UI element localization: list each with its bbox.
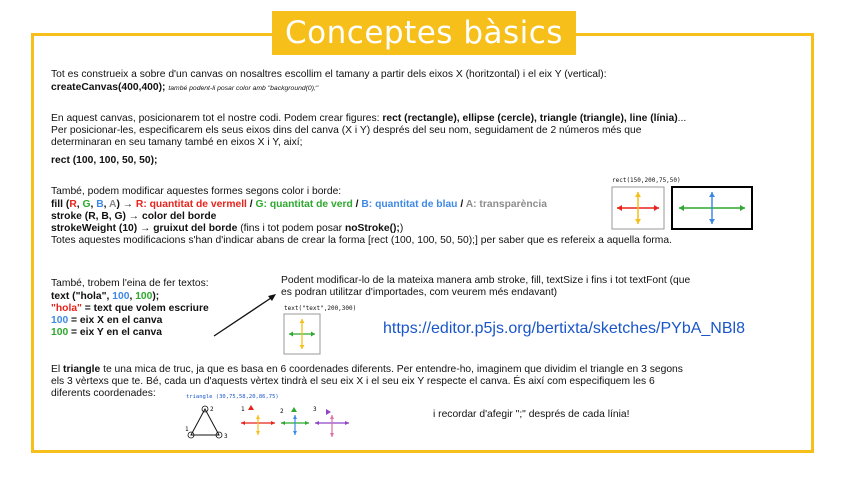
hola-desc-line	[51, 303, 209, 315]
rect-code-label	[612, 177, 681, 184]
rect-example-canvas	[611, 186, 754, 232]
paren-close: )	[399, 223, 404, 234]
x-value: 100	[51, 315, 69, 326]
hola-description: = text que volem escriure	[81, 303, 209, 314]
nostroke-code: noStroke();	[344, 223, 400, 234]
y-description: = eix Y en el canva	[68, 327, 162, 338]
shapes-intro-text: En aquest canvas, posicionarem tot el nostre codi. Podem crear figures:	[51, 113, 383, 124]
fill-prefix: fill (	[51, 199, 70, 210]
triangle-text-line-2: els 3 vèrtexs que te. Bé, cada un d'aquests vèrtex tindrà el seu eix X i el seu eix Y respecte el canva. És així com especifiquem les 6	[51, 376, 655, 387]
a-description: A: transparència	[465, 199, 547, 210]
triangle-text-line-1	[51, 364, 683, 376]
position-text-1: Per posicionar-les, especificarem els seus eixos dins del canva (X i Y) després del seu nom, seguidament de 2 números més que	[51, 125, 642, 136]
create-canvas-line	[51, 82, 318, 95]
rect-example-code: rect (100, 100, 50, 50);	[51, 155, 158, 166]
position-text-2: determinaran en seu tamany també en eixos X i Y, així;	[51, 137, 303, 148]
create-canvas-code: createCanvas(400,400);	[51, 82, 166, 93]
x-desc-line	[51, 315, 162, 327]
g-description: G: quantitat de verd	[255, 199, 353, 210]
triangle-text-a: El	[51, 364, 64, 375]
p5js-sketch-link[interactable]: https://editor.p5js.org/bertixta/sketches/PYbA_NBl8	[383, 320, 745, 337]
ellipsis: ...	[677, 113, 687, 124]
fill-r: R	[69, 199, 77, 210]
pointer-arrow-icon	[210, 290, 280, 340]
fill-suffix: ) →	[116, 199, 134, 210]
fill-b: B	[96, 199, 104, 210]
hola-word: "hola"	[51, 303, 82, 314]
rect-code-text: rect(150,200,75,50)	[612, 177, 681, 184]
canvas-intro-text: Tot es construeix a sobre d'un canvas on nosaltres escollim el tamany a partir dels eixos X (horitzontal) i el eix Y (vertical):	[51, 69, 607, 80]
text-example-canvas	[283, 313, 321, 355]
fill-a: A	[109, 199, 117, 210]
text-modify-line-2: es podran utilitzar d'importades, com veurem més endavant)	[281, 287, 558, 298]
text-code-x: 100	[112, 291, 130, 302]
stroke-line: stroke (R, B, G) → color del borde	[51, 211, 217, 222]
vertex-arrows-icon	[241, 405, 349, 437]
stroke-weight-note: (fins i tot podem posar	[237, 223, 345, 234]
color-intro-text: També, podem modificar aquestes formes segons color i borde:	[51, 186, 342, 197]
triangle-word: triangle	[63, 364, 101, 375]
triangle-diagram	[185, 401, 355, 445]
fill-g: G	[82, 199, 91, 210]
text-code-label-text: text("text",200,300)	[284, 305, 357, 312]
text-code-label	[284, 305, 356, 312]
arrow-group-1-label: 1	[241, 406, 245, 413]
vertex-3-label: 3	[224, 433, 228, 440]
y-value: 100	[51, 327, 69, 338]
vertex-2-label: 2	[210, 406, 214, 413]
shapes-intro-line	[51, 113, 686, 125]
shape-list: rect (rectangle), ellipse (cercle), triangle (triangle), line (línia)	[382, 113, 678, 124]
arrow-group-2-label: 2	[280, 408, 284, 415]
text-code-line: text ("hola", 100, 100);	[51, 291, 160, 302]
fill-line: fill (R, G, B, A) → R: quantitat de vermell / G: quantitat de verd / B: quantitat de blau / A: transparència	[51, 199, 547, 210]
triangle-code-label	[186, 394, 279, 400]
b-description: B: quantitat de blau	[361, 199, 458, 210]
text-intro: També, trobem l'eina de fer textos:	[51, 278, 209, 289]
background-note: també podent-li posar color amb "background(0);"	[168, 85, 319, 92]
arrow-group-3-label: 3	[313, 406, 317, 413]
triangle-code-text: triangle (30,75,58,20,86,75)	[186, 394, 279, 400]
triangle-text-line-3: diferents coordenades:	[51, 388, 156, 399]
triangle-text-c: te una mica de truc, ja que es basa en 6 coordenades diferents. Per entendre-ho, imaginem que dividim el triangle en 3 segons	[100, 364, 683, 375]
text-code-suffix: );	[152, 291, 160, 302]
stroke-weight-line	[51, 223, 403, 235]
r-description: R: quantitat de vermell	[135, 199, 247, 210]
y-desc-line	[51, 327, 162, 339]
triangle-icon	[185, 406, 228, 440]
page-title: Conceptes bàsics	[272, 11, 576, 55]
semicolon-reminder: i recordar d'afegir ";" després de cada línia!	[433, 409, 630, 420]
text-code-y: 100	[135, 291, 153, 302]
modifications-note: Totes aquestes modificacions s'han d'indicar abans de crear la forma [rect (100, 100, 50, 50);] per saber que es refereix a aquella forma.	[51, 235, 672, 246]
vertex-1-label: 1	[185, 426, 189, 433]
stroke-weight-code: strokeWeight (10) → gruixut del borde	[51, 223, 238, 234]
text-modify-line-1: Podent modificar-lo de la mateixa manera amb stroke, fill, textSize i fins i tot textFont (que	[281, 275, 691, 286]
text-code-prefix: text ("hola",	[51, 291, 113, 302]
x-description: = eix X en el canva	[68, 315, 163, 326]
